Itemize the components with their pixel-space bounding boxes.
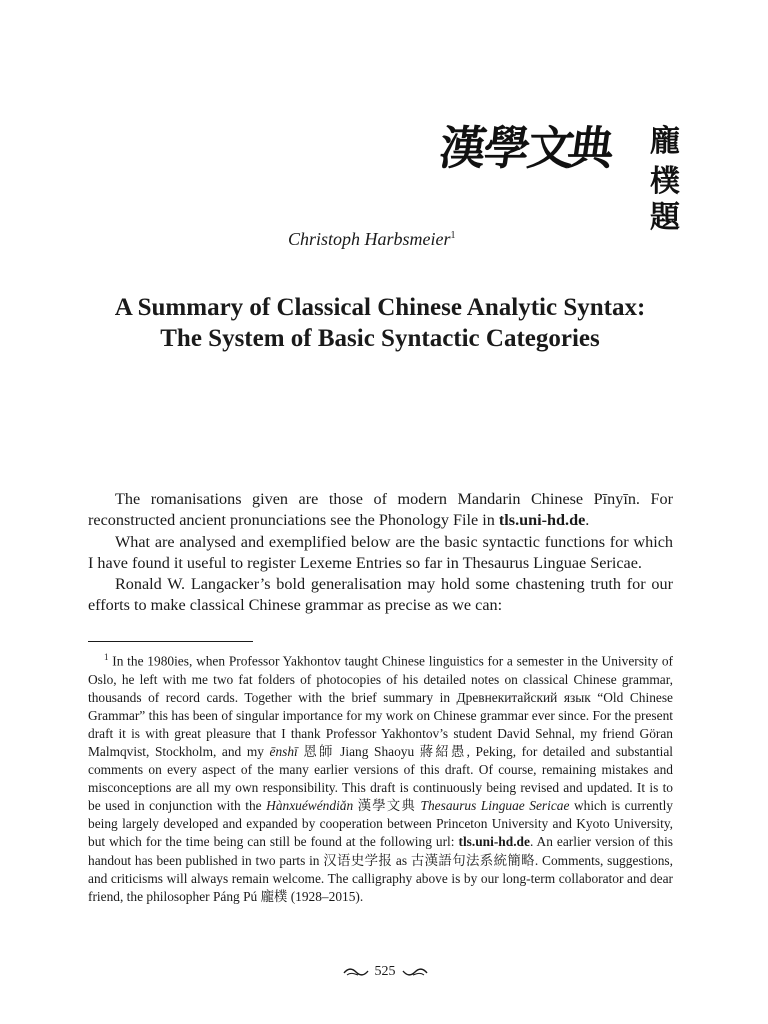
footnote-number: 1: [104, 652, 109, 662]
article-title: A Summary of Classical Chinese Analytic Syntax: The System of Basic Syntactic Categories: [114, 294, 646, 352]
paragraph: What are analysed and exemplified below are the basic syntactic functions for which I have found it useful to register Lexeme Entries so far in Thesaurus Linguae Sericae.: [88, 532, 673, 572]
footnote-italic: Hànxuéwéndiǎn: [266, 798, 354, 814]
calligraphy-char: 漢: [436, 121, 490, 175]
body-text: [88, 489, 673, 617]
author-name-text: Christoph Harbsmeier: [288, 229, 451, 249]
footnote-marker[interactable]: 1: [450, 230, 456, 241]
footnote-italic: ēnshī: [269, 743, 298, 759]
footnote-segment: which is currently being largely developed and expanded by cooperation between Princeton University and Kyoto University, but which for the time being can still be found at the following url:: [88, 798, 674, 850]
footnote-divider: [88, 641, 253, 642]
right-ornament-icon: [402, 966, 428, 978]
footnote-link[interactable]: tls.uni-hd.de: [458, 834, 530, 850]
paragraph: [88, 489, 673, 532]
signature-char: 龐: [650, 124, 680, 159]
website-link[interactable]: tls.uni-hd.de: [498, 511, 586, 530]
footnote-segment: In the 1980ies, when Professor Yakhontov taught Chinese linguistics for a semester in the University of Oslo, he left with me two fat folders of photocopies of his detailed notes on classical Chinese grammar, thousands of record cards. Together with the brief summary in Древнекитайский язык “Old Chinese Grammar” this has been of singular importance for my work on Chinese grammar ever since. For the present draft it is with great pleasure that I thank Professor Yakhontov’s student David Sehnal, my friend Göran Malmqvist, Stockholm, and my: [88, 653, 673, 759]
calligraphy-signature: [645, 125, 685, 275]
signature-char: 樸: [650, 164, 680, 199]
calligraphy-title: [436, 118, 618, 180]
signature-char: 題: [650, 200, 680, 235]
page-number-text: 525: [374, 964, 396, 979]
footnote-text: [88, 648, 673, 906]
paragraph-text: .: [585, 511, 590, 530]
left-ornament-icon: [343, 966, 369, 978]
footnote-segment: 恩師 Jiang Shaoyu 蔣紹愚, Peking, for detailed and substantial comments on every aspect of the many earlier versions of this draft. Of course, remaining mistakes and misconceptions are all my own responsibility. This draft is continuously being revised and updated. It is to be used in conjunction with the: [88, 743, 673, 814]
calligraphy-char: 文: [524, 121, 578, 175]
footnote: [88, 648, 673, 906]
footnote-segment: . An earlier version of this handout has been published in two parts in 汉语史学报 as 古漢語句法系統簡略. Comments, suggestions, and criticisms will always remain welcome. The calligraphy above is by our long-term collaborator and dear friend, the philosopher Páng Pú 龐樸 (1928–2015).: [88, 834, 673, 904]
author-name: [288, 225, 456, 250]
calligraphy-char: 學: [480, 121, 534, 175]
footnote-segment: 漢學文典: [353, 798, 421, 814]
page-number: [330, 962, 440, 982]
footnote-italic: Thesaurus Linguae Sericae: [420, 798, 570, 814]
paragraph-text: The romanisations given are those of modern Mandarin Chinese Pīnyīn. For reconstructed ancient pronunciations see the Phonology File in: [88, 490, 673, 530]
paragraph: Ronald W. Langacker’s bold generalisation may hold some chastening truth for our efforts to make classical Chinese grammar as precise as we can:: [88, 575, 673, 615]
calligraphy-char: 典: [564, 121, 618, 175]
